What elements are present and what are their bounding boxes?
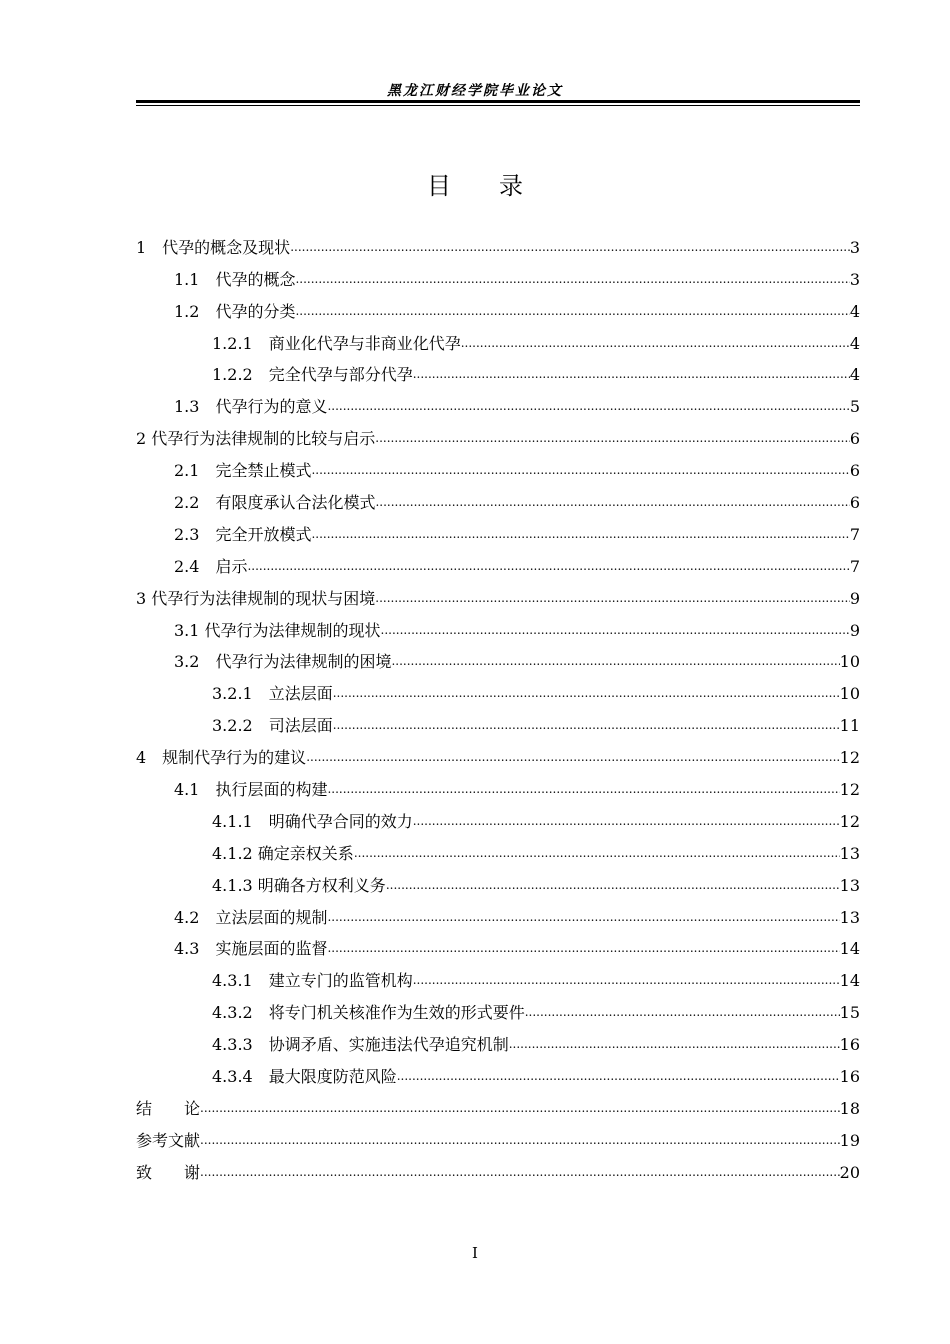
toc-entry-page: 4 [849, 301, 860, 321]
toc-entry[interactable] [136, 1151, 860, 1183]
toc-entry[interactable] [136, 1055, 860, 1087]
table-of-contents [136, 226, 860, 1183]
toc-entry-label: 2 代孕行为法律规制的比较与启示 [136, 429, 376, 449]
toc-leader-dots [461, 333, 850, 354]
toc-leader-dots [509, 1034, 840, 1055]
toc-leader-dots [247, 556, 849, 577]
toc-entry-label: 1.3 代孕行为的意义 [174, 397, 328, 417]
toc-entry[interactable] [136, 864, 860, 896]
toc-entry[interactable] [136, 832, 860, 864]
toc-entry-page: 5 [849, 397, 860, 417]
toc-entry-page: 4 [849, 333, 860, 353]
toc-entry[interactable] [136, 449, 860, 481]
toc-leader-dots [327, 938, 839, 959]
toc-entry-page: 18 [839, 1098, 860, 1118]
toc-entry-page: 13 [839, 875, 860, 895]
toc-entry[interactable] [136, 290, 860, 322]
toc-leader-dots [200, 1098, 840, 1119]
toc-entry[interactable] [136, 768, 860, 800]
toc-entry[interactable] [136, 545, 860, 577]
toc-entry-page: 13 [839, 907, 860, 927]
toc-entry-label: 4.3.2 将专门机关核准作为生效的形式要件 [212, 1003, 525, 1023]
toc-entry-label: 致 谢 [136, 1162, 201, 1182]
toc-entry[interactable] [136, 672, 860, 704]
toc-entry-page: 19 [839, 1130, 860, 1150]
toc-entry-page: 4 [849, 365, 860, 385]
toc-leader-dots [413, 811, 840, 832]
toc-entry-page: 14 [839, 971, 860, 991]
toc-entry-label: 2.2 有限度承认合法化模式 [174, 493, 376, 513]
toc-entry-page: 16 [839, 1067, 860, 1087]
toc-leader-dots [327, 907, 839, 928]
toc-entry-label: 参考文献 [136, 1130, 201, 1150]
toc-leader-dots [354, 843, 840, 864]
toc-entry-label: 4.3.3 协调矛盾、实施违法代孕追究机制 [212, 1035, 509, 1055]
toc-entry[interactable] [136, 513, 860, 545]
toc-entry[interactable] [136, 1087, 860, 1119]
toc-entry[interactable] [136, 1023, 860, 1055]
toc-entry-page: 15 [839, 1003, 860, 1023]
toc-leader-dots [290, 237, 850, 258]
toc-entry[interactable] [136, 736, 860, 768]
toc-leader-dots [525, 1002, 840, 1023]
toc-entry-label: 4.3 实施层面的监督 [174, 939, 328, 959]
toc-entry-label: 3 代孕行为法律规制的现状与困境 [136, 588, 376, 608]
toc-entry-page: 12 [839, 780, 860, 800]
toc-entry[interactable] [136, 481, 860, 513]
toc-entry-label: 1.2 代孕的分类 [174, 301, 296, 321]
toc-entry-page: 3 [849, 269, 860, 289]
toc-entry-label: 3.2.1 立法层面 [212, 684, 333, 704]
toc-leader-dots [381, 620, 850, 641]
toc-entry-label: 1 代孕的概念及现状 [136, 237, 291, 257]
toc-entry[interactable] [136, 385, 860, 417]
toc-entry-label: 3.2 代孕行为法律规制的困境 [174, 652, 392, 672]
toc-leader-dots [397, 1066, 840, 1087]
toc-entry-page: 6 [849, 461, 860, 481]
toc-entry[interactable] [136, 226, 860, 258]
toc-entry-label: 3.2.2 司法层面 [212, 716, 333, 736]
toc-entry-page: 6 [849, 429, 860, 449]
toc-entry-page: 6 [849, 493, 860, 513]
toc-leader-dots [375, 492, 849, 513]
toc-leader-dots [333, 715, 840, 736]
toc-entry[interactable] [136, 641, 860, 673]
toc-leader-dots [311, 524, 849, 545]
toc-entry[interactable] [136, 577, 860, 609]
toc-entry-page: 13 [839, 843, 860, 863]
toc-entry-label: 4.1 执行层面的构建 [174, 780, 328, 800]
toc-leader-dots [375, 588, 850, 609]
toc-entry[interactable] [136, 354, 860, 386]
toc-entry-page: 9 [849, 620, 860, 640]
toc-entry-label: 3.1 代孕行为法律规制的现状 [174, 620, 381, 640]
toc-entry[interactable] [136, 258, 860, 290]
toc-entry-page: 12 [839, 748, 860, 768]
toc-entry-page: 7 [849, 524, 860, 544]
toc-entry[interactable] [136, 322, 860, 354]
toc-leader-dots [295, 269, 849, 290]
toc-entry-label: 2.4 启示 [174, 556, 248, 576]
toc-entry-page: 20 [839, 1162, 860, 1182]
header-rule-thick [136, 100, 860, 103]
toc-entry[interactable] [136, 928, 860, 960]
toc-leader-dots [391, 651, 839, 672]
toc-entry[interactable] [136, 896, 860, 928]
toc-entry[interactable] [136, 959, 860, 991]
toc-entry-label: 4.1.1 明确代孕合同的效力 [212, 811, 413, 831]
toc-leader-dots [200, 1162, 840, 1183]
toc-entry-page: 16 [839, 1035, 860, 1055]
toc-entry-page: 7 [849, 556, 860, 576]
header-rule-thin [136, 105, 860, 106]
toc-entry-page: 3 [849, 237, 860, 257]
toc-leader-dots [327, 396, 849, 417]
toc-leader-dots [327, 779, 839, 800]
toc-leader-dots [200, 1130, 840, 1151]
page-title: 目 录 [427, 172, 523, 200]
toc-leader-dots [413, 364, 850, 385]
toc-entry-label: 4.1.3 明确各方权利义务 [212, 875, 386, 895]
toc-leader-dots [386, 875, 840, 896]
toc-entry-label: 4.3.4 最大限度防范风险 [212, 1067, 397, 1087]
toc-entry-page: 11 [839, 716, 860, 736]
toc-entry-label: 1.2.2 完全代孕与部分代孕 [212, 365, 413, 385]
toc-entry-label: 4.2 立法层面的规制 [174, 907, 328, 927]
toc-entry-label: 1.1 代孕的概念 [174, 269, 296, 289]
toc-entry-label: 4.1.2 确定亲权关系 [212, 843, 354, 863]
toc-entry-label: 2.1 完全禁止模式 [174, 461, 312, 481]
toc-entry-page: 10 [839, 652, 860, 672]
toc-leader-dots [375, 428, 850, 449]
toc-entry[interactable] [136, 1119, 860, 1151]
toc-entry[interactable] [136, 609, 860, 641]
toc-entry-page: 14 [839, 939, 860, 959]
toc-leader-dots [333, 683, 840, 704]
page-number: I [472, 1244, 478, 1262]
toc-entry-label: 结 论 [136, 1098, 201, 1118]
toc-leader-dots [311, 460, 849, 481]
toc-entry[interactable] [136, 417, 860, 449]
toc-entry[interactable] [136, 991, 860, 1023]
toc-entry-label: 4.3.1 建立专门的监管机构 [212, 971, 413, 991]
running-header: 黑龙江财经学院毕业论文 [387, 83, 563, 99]
toc-entry-label: 1.2.1 商业化代孕与非商业化代孕 [212, 333, 461, 353]
toc-entry-label: 4 规制代孕行为的建议 [136, 748, 307, 768]
toc-leader-dots [295, 301, 849, 322]
toc-entry[interactable] [136, 704, 860, 736]
toc-entry[interactable] [136, 800, 860, 832]
toc-entry-page: 10 [839, 684, 860, 704]
toc-entry-page: 9 [849, 588, 860, 608]
toc-entry-page: 12 [839, 811, 860, 831]
toc-leader-dots [413, 970, 840, 991]
toc-entry-label: 2.3 完全开放模式 [174, 524, 312, 544]
toc-leader-dots [306, 747, 839, 768]
